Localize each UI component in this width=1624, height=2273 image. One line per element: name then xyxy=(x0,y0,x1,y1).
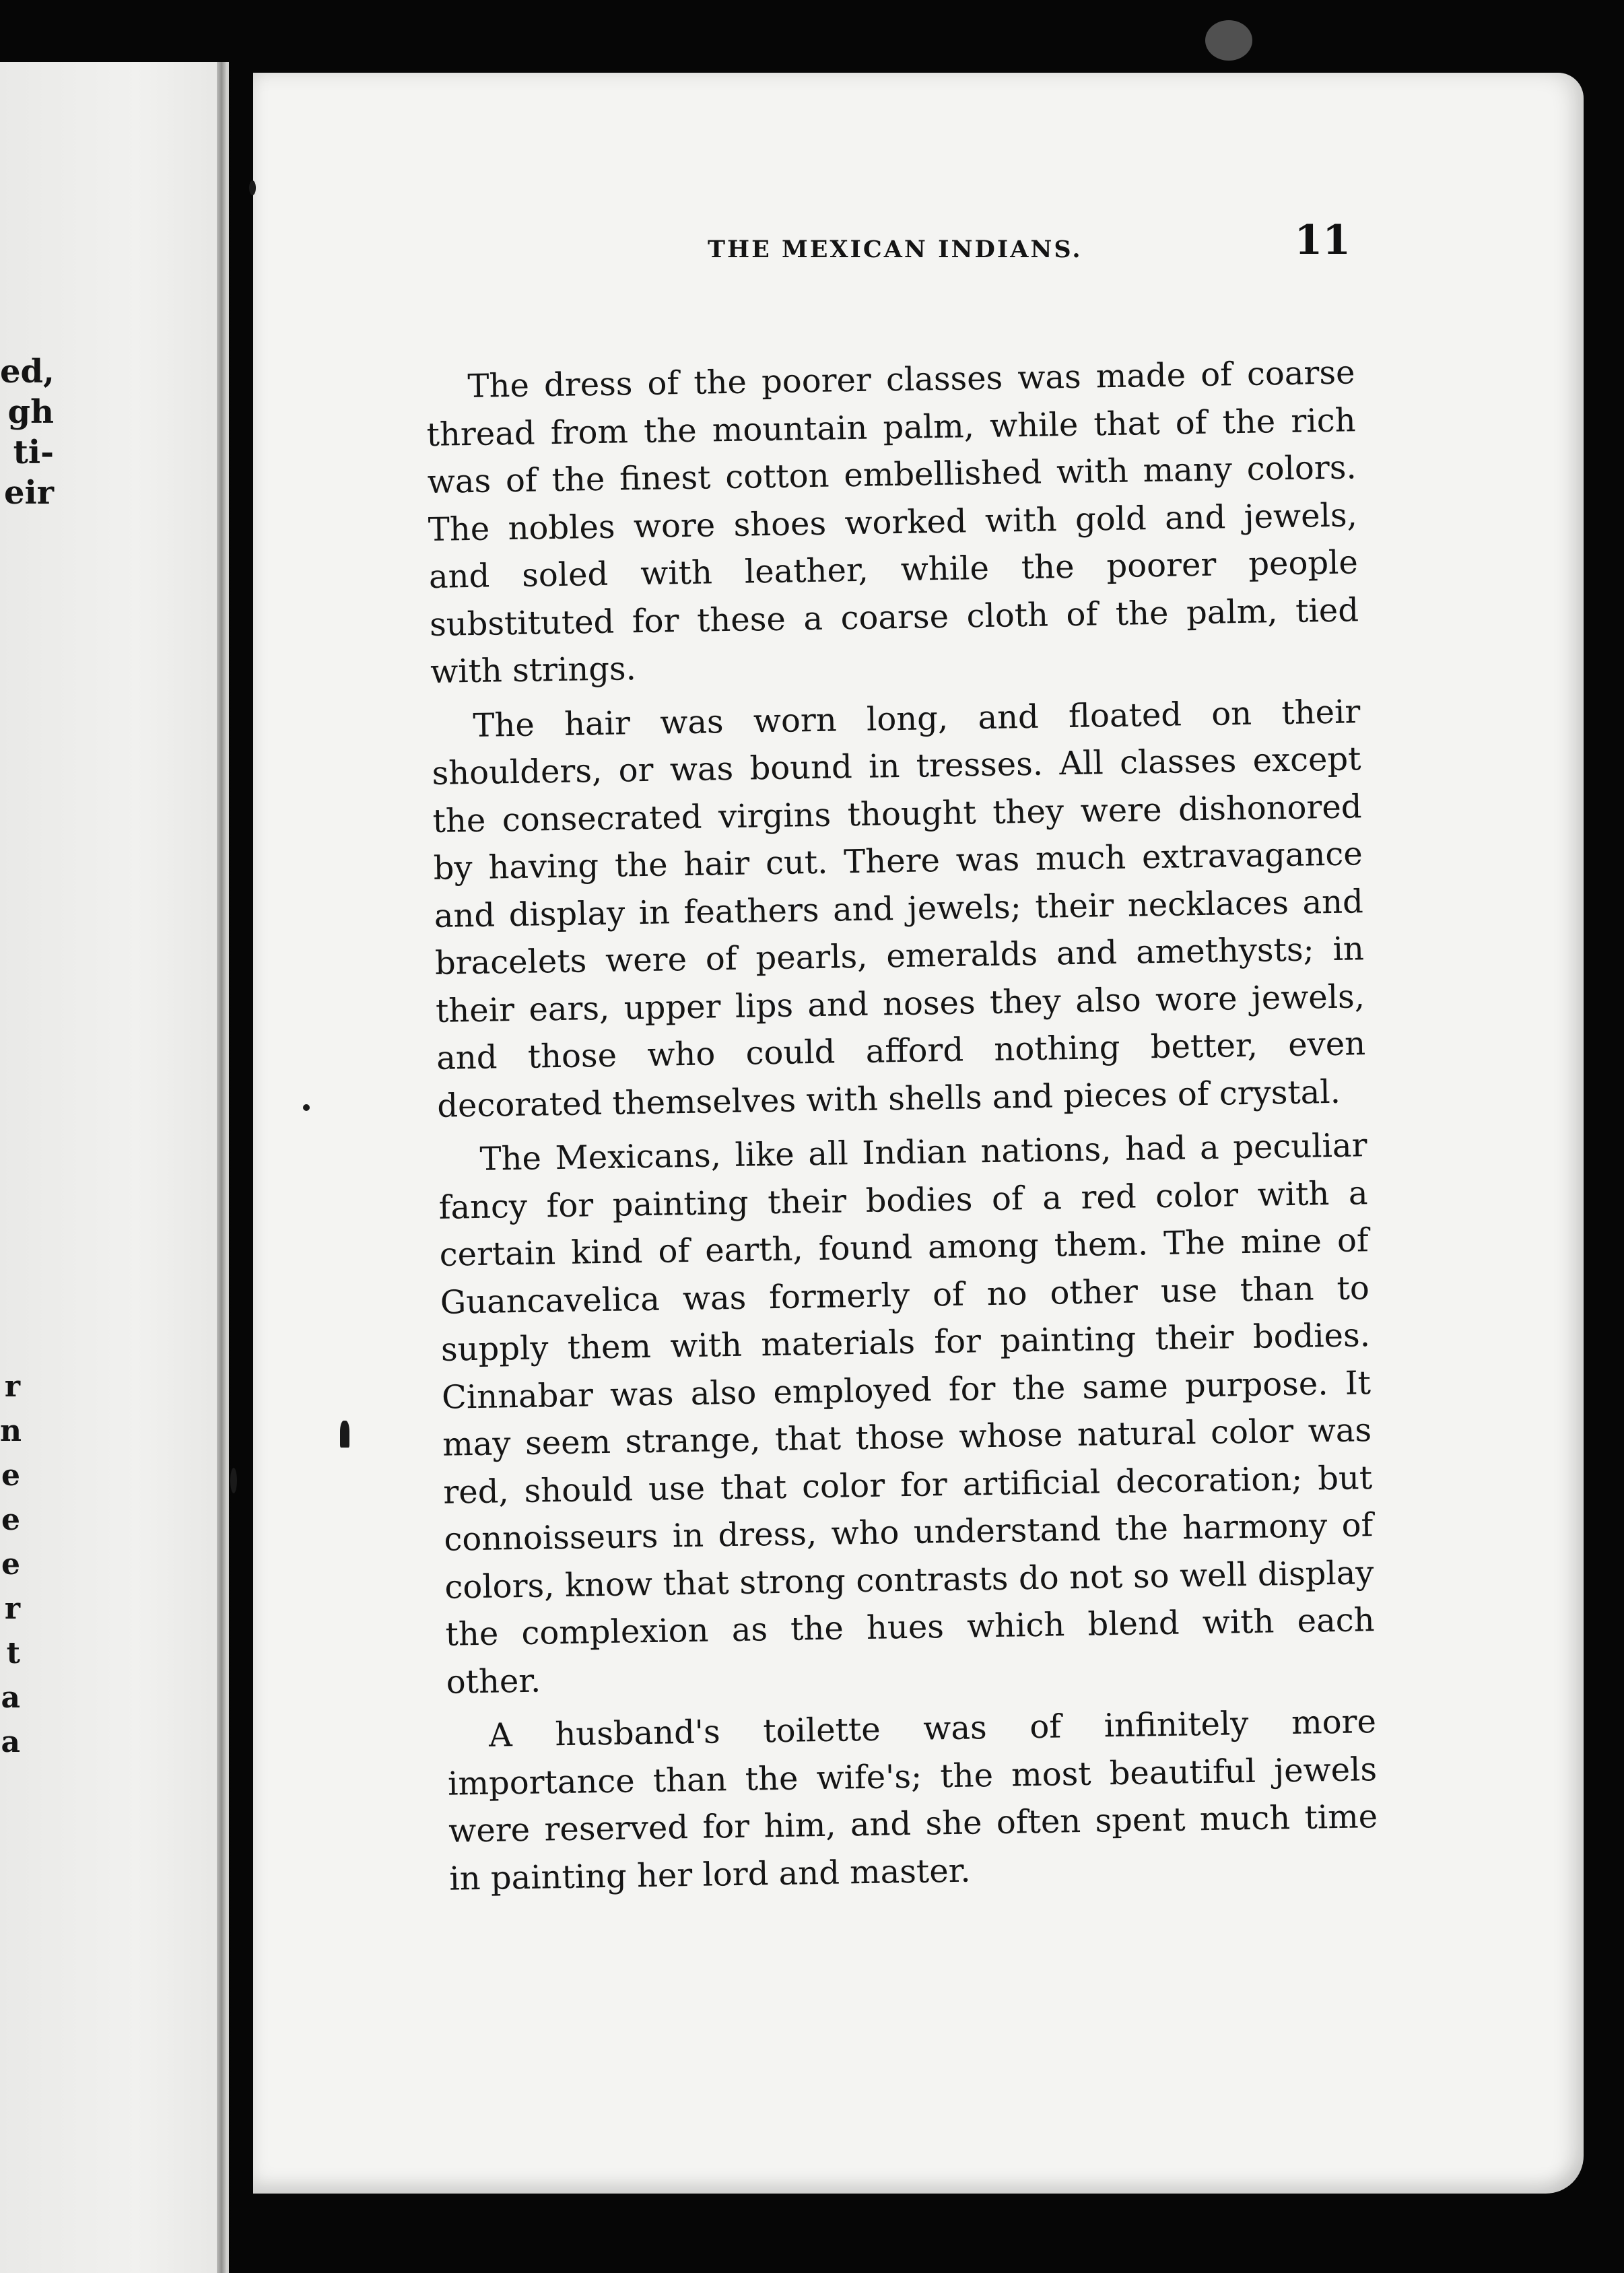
paragraph: The Mexicans, like all Indian nations, had a peculiar fancy for painting their bodies of a red color with a certain kind of earth, found among them. The mine of Guancavelica was formerly of no other use than to supply them with materials for painting their bodies. Cinnabar was also employed for the same purpose. It may seem strange, that those whose natural color was red, should use that color for artificial decoration; but connoisseurs in dress, who understand the harmony of colors, know that strong contrasts do not so well display the complexion as the hues which blend with each other. xyxy=(438,1126,1375,1701)
previous-page-edge xyxy=(0,62,229,2273)
fragment-line: a xyxy=(1,1681,20,1715)
paragraph: A husband's toilette was of infinitely more importance than the wife's; the most beautiful jewels were reserved for him, and she often spent much time in painting her lord and master. xyxy=(447,1703,1378,1898)
fragment-line: a xyxy=(1,1725,20,1759)
fragment-line: n xyxy=(0,1414,22,1448)
paragraph: The dress of the poorer classes was made of coarse thread from the mountain palm, while that of the rich was of the finest cotton embellished with many colors. The nobles wore shoes worked with gold and jewels, and soled with leather, while the poorer people substituted for these a coarse cloth of the palm, tied with strings. xyxy=(426,353,1359,691)
fragment-line: r xyxy=(4,1592,20,1626)
fragment-line: e xyxy=(1,1503,20,1537)
scan-speck xyxy=(1205,20,1252,61)
book-gutter xyxy=(217,62,226,2273)
fragment-line: e xyxy=(1,1547,20,1582)
scan-speck xyxy=(303,1104,310,1111)
fragment-line: r xyxy=(4,1369,20,1404)
fragment-line: eir xyxy=(3,474,54,512)
running-title: THE MEXICAN INDIANS. xyxy=(708,236,1083,263)
previous-page-text-fragments-lower xyxy=(0,1365,20,1765)
paragraph: The hair was worn long, and floated on their shoulders, or was bound in tresses. All classes except the consecrated virgins thought they were dishonored by having the hair cut. There was much extravagance and display in feathers and jewels; their necklaces and bracelets were of pearls, emeralds and amethysts; in their ears, upper lips and noses they also wore jewels, and those who could afford nothing better, even decorated themselves with shells and pieces of crystal. xyxy=(432,692,1366,1125)
scan-speck xyxy=(230,1468,237,1493)
fragment-line: e xyxy=(1,1458,20,1493)
fragment-line: ti- xyxy=(13,434,54,471)
fragment-line: ed, xyxy=(0,353,55,391)
page-number: 11 xyxy=(1294,217,1351,264)
body-text xyxy=(426,349,1379,1909)
scan-speck xyxy=(340,1421,349,1448)
fragment-line: t xyxy=(6,1636,20,1670)
running-header xyxy=(455,217,1351,277)
fragment-line: gh xyxy=(7,393,54,431)
previous-page-text-fragments xyxy=(0,351,54,513)
gutter-shadow xyxy=(226,62,253,2273)
scan-speck xyxy=(249,180,256,195)
